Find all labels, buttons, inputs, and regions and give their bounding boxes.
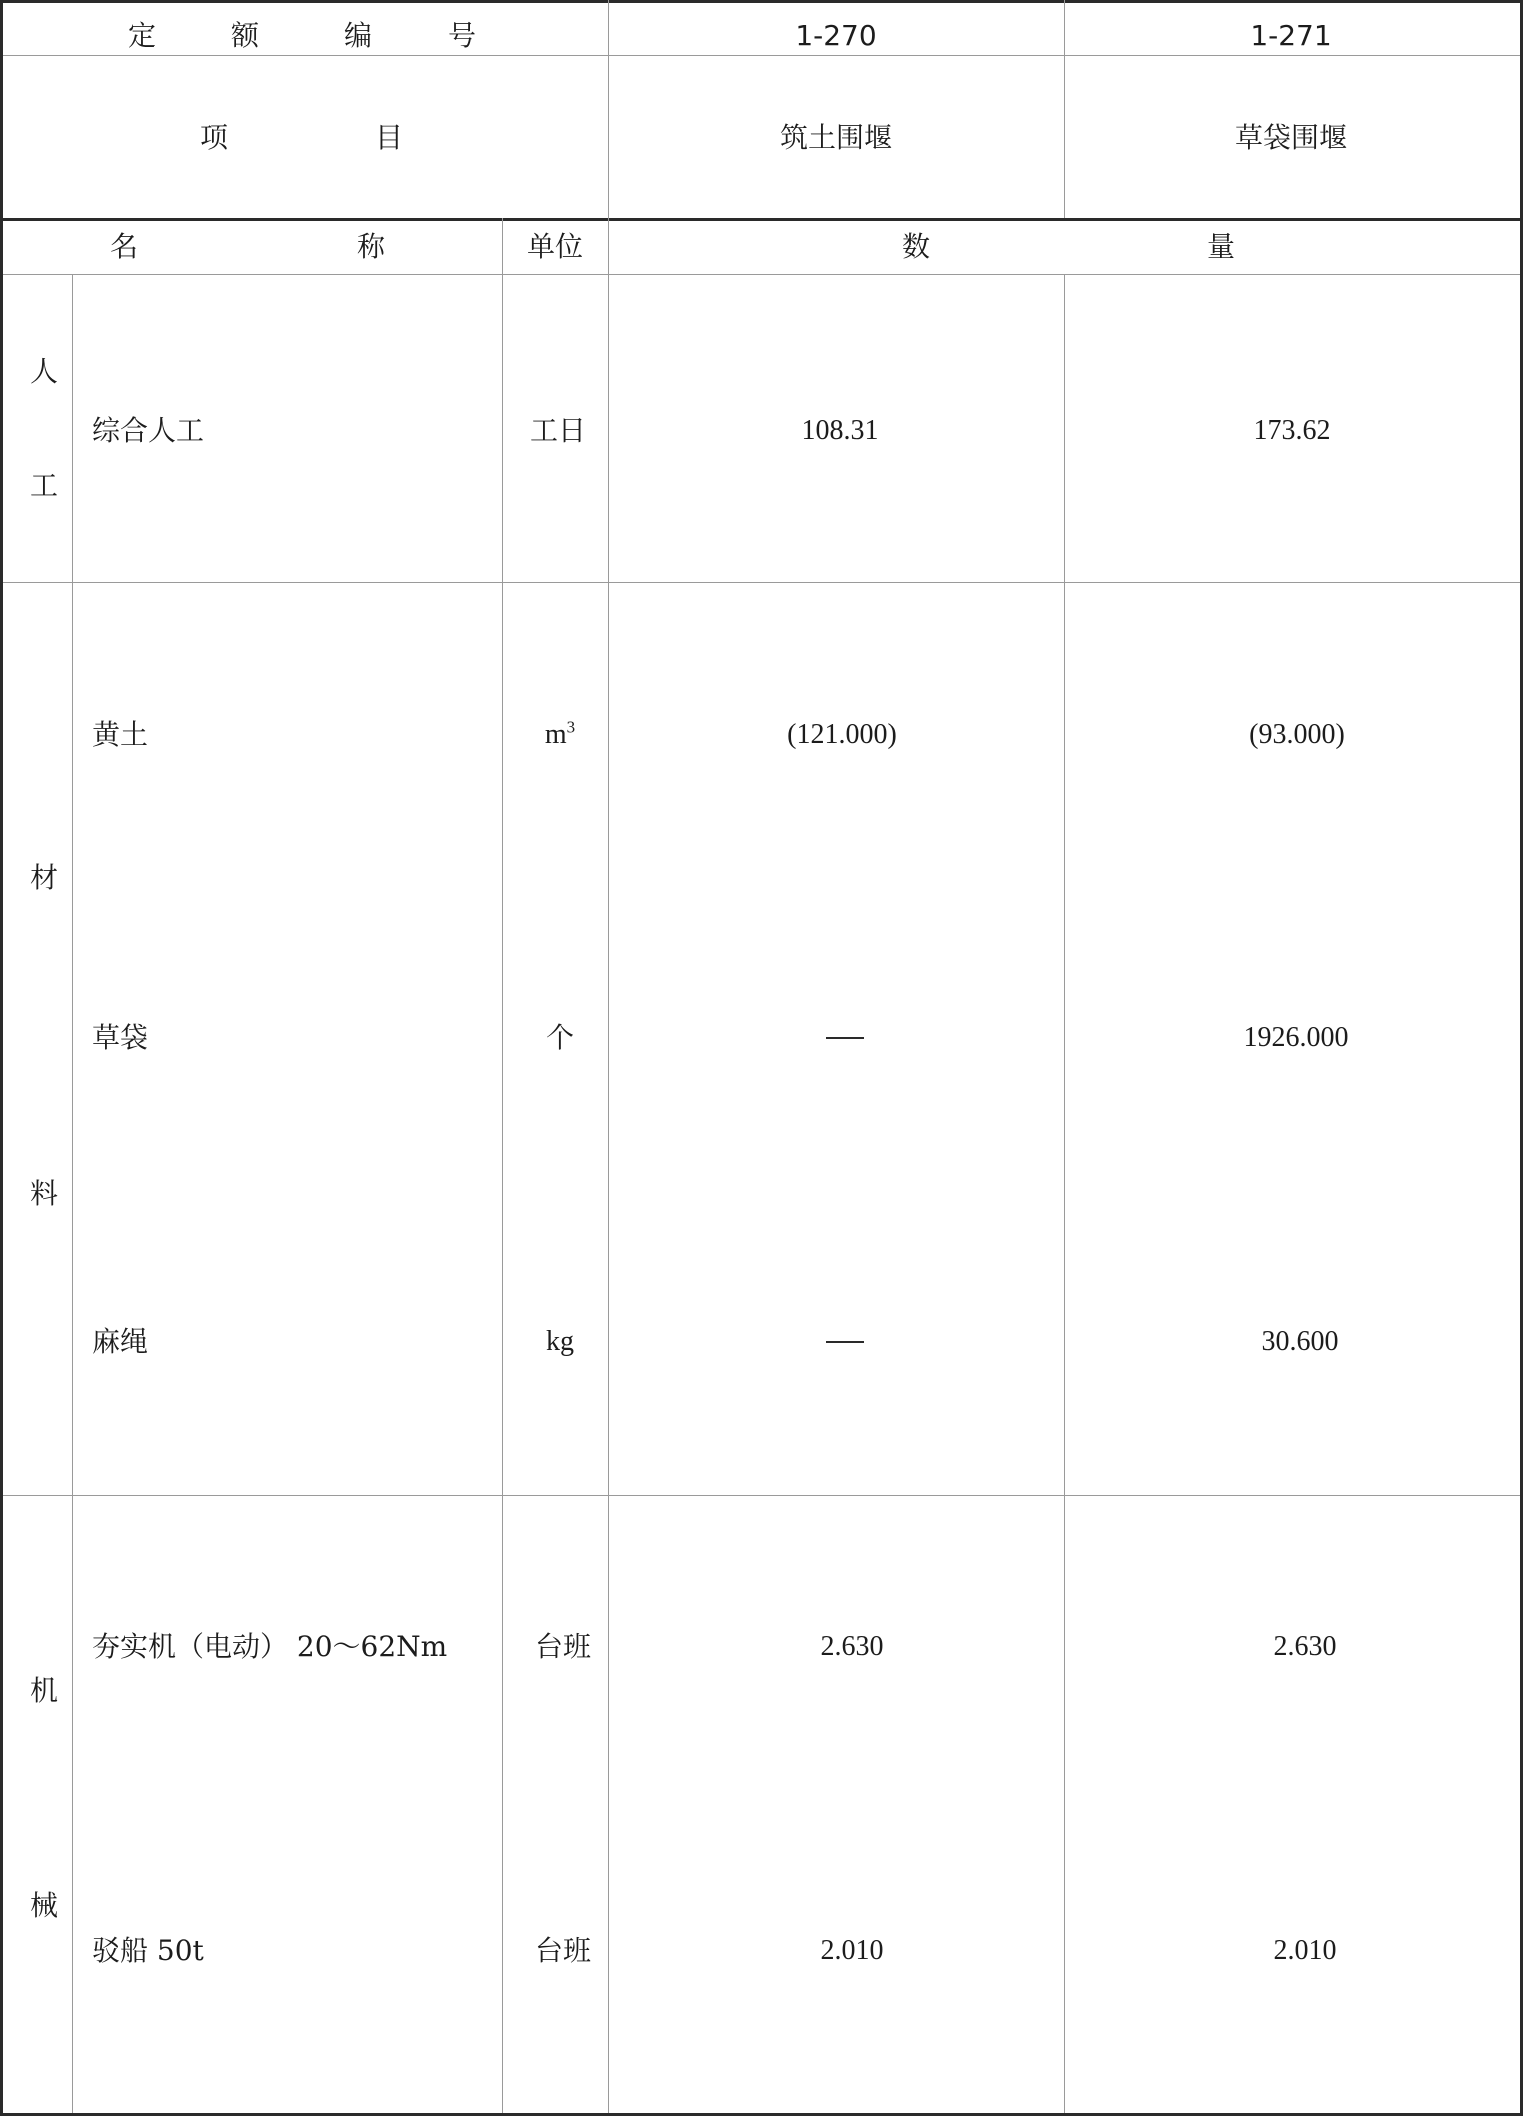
section-machinery-char-1: 机 [29,1674,59,1707]
row-1-value-2: 173.62 [1253,415,1331,446]
row-2-value-1: (121.000) [787,719,897,750]
column-header-divider [0,274,1523,275]
row-3-name: 草袋 [92,1021,149,1054]
row-6-value-1: 2.010 [820,1935,884,1966]
row-2-unit: $m^3$ [544,717,576,750]
name-label-char-1: 名 [109,230,139,263]
row-6-name: 驳船 50t [92,1934,204,1967]
row-6-unit: 台班 [534,1934,592,1967]
row-4-name: 麻绳 [92,1325,149,1358]
item-name-1: 筑土围堰 [779,121,893,154]
section-machinery-char-2: 械 [29,1889,59,1922]
row-5-unit: 台班 [534,1630,592,1663]
quantity-label-char-2: 量 [1206,230,1236,263]
item-name-2: 草袋围堰 [1234,121,1348,154]
row-1-value-1: 108.31 [801,415,879,446]
table-top-border [0,0,1523,3]
row-3-value-2: 1926.000 [1243,1022,1349,1053]
row-4-unit: kg [546,1326,574,1357]
row-3-value-1-dash [826,1037,864,1039]
code-label-char-1: 定 [127,19,157,52]
section-labor-char-1: 人 [29,355,59,388]
code-row-divider [0,55,1523,56]
section-material-char-2: 料 [29,1177,59,1210]
header-col-divider-1 [608,0,609,218]
row-5-value-1: 2.630 [820,1631,884,1662]
row-6-value-2: 2.010 [1273,1935,1337,1966]
row-1-unit: 工日 [529,414,587,447]
quota-code-2: 1-271 [1250,19,1332,52]
row-2-name: 黄土 [92,718,149,751]
code-label-char-4: 号 [447,19,477,52]
material-section-divider [0,1495,1523,1496]
table-left-border [0,0,3,2116]
name-label-char-2: 称 [356,230,386,263]
item-label-char-2: 目 [374,121,404,154]
row-5-value-2: 2.630 [1273,1631,1337,1662]
code-label-char-3: 编 [343,19,373,52]
unit-column-header: 单位 [526,230,584,263]
unit-value-divider [608,218,609,2113]
value-col-divider [1064,274,1065,2113]
row-3-unit: 个 [545,1021,575,1054]
section-col-divider [72,274,73,2113]
row-1-name: 综合人工 [92,414,205,447]
code-label-char-2: 额 [230,19,260,52]
section-labor-char-2: 工 [29,469,59,502]
header-body-divider [0,218,1523,221]
name-unit-divider [502,218,503,2113]
item-label-char-1: 项 [199,121,229,154]
row-4-value-1-dash [826,1341,864,1343]
row-2-value-2: (93.000) [1249,719,1345,750]
header-col-divider-2 [1064,0,1065,218]
section-material-char-1: 材 [29,861,59,894]
row-4-value-2: 30.600 [1261,1326,1339,1357]
quota-code-1: 1-270 [795,19,877,52]
labor-section-divider [0,582,1523,583]
quantity-label-char-1: 数 [901,230,931,263]
row-5-name: 夯实机（电动） 20～62Nm [92,1630,448,1663]
